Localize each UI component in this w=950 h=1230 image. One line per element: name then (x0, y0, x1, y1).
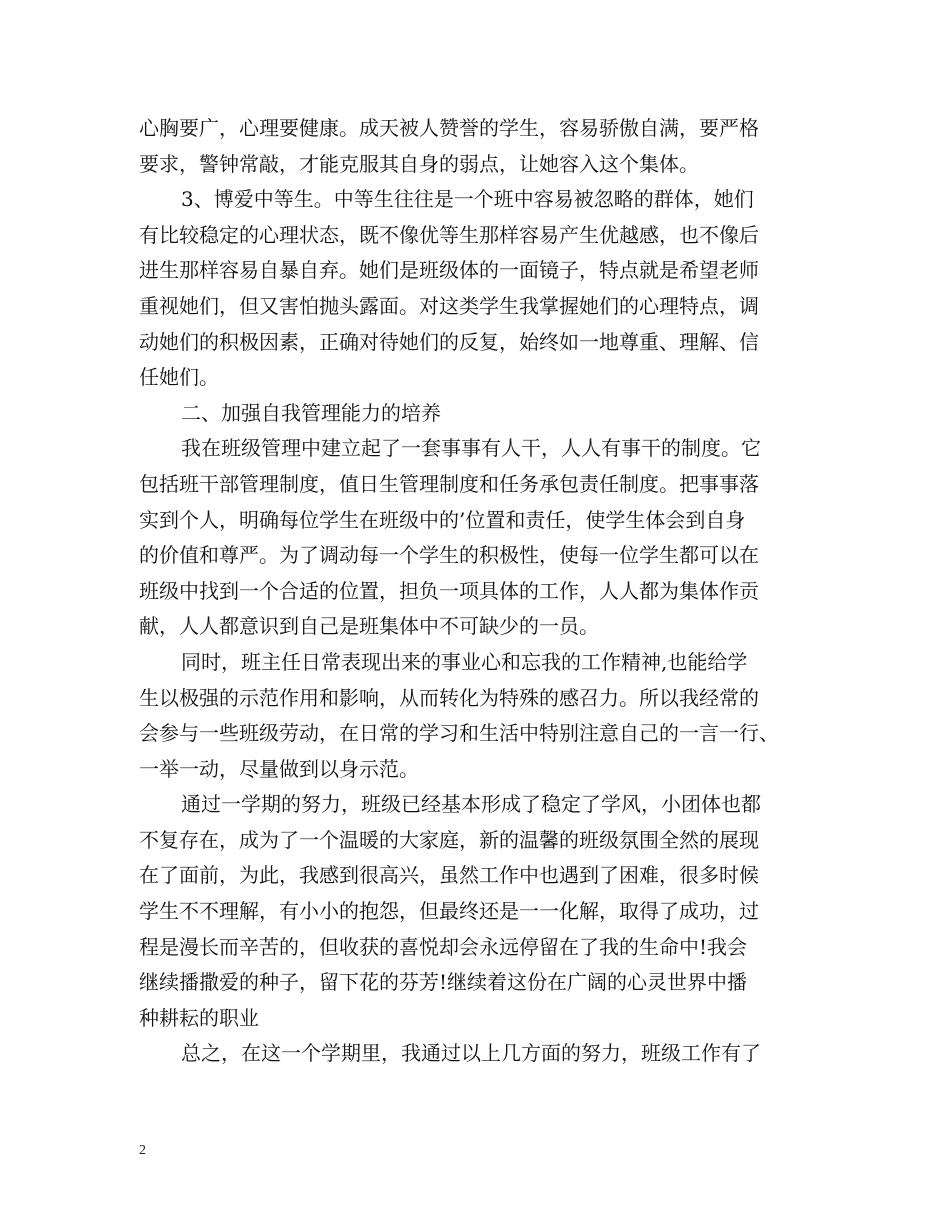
text-line: 进生那样容易自暴自弃。她们是班级体的一面镜子，特点就是希望老师 (139, 258, 759, 283)
text-line: 同时，班主任日常表现出来的事业心和忘我的工作精神,也能给学 (181, 649, 748, 674)
text-line: 种耕耘的职业 (139, 1005, 259, 1030)
text-line: 动她们的积极因素，正确对待她们的反复，始终如一地尊重、理解、信 (139, 329, 759, 354)
text-line: 不复存在，成为了一个温暖的大家庭，新的温馨的班级氛围全然的展现 (139, 827, 759, 852)
text-line: 心胸要广，心理要健康。成天被人赞誉的学生，容易骄傲自满，要严格 (139, 116, 759, 140)
text-line: 重视她们，但又害怕抛头露面。对这类学生我掌握她们的心理特点，调 (139, 293, 759, 318)
text-line: 生以极强的示范作用和影响，从而转化为特殊的感召力。所以我经常的 (139, 685, 759, 710)
text-line: 任她们。 (139, 365, 219, 390)
text-line: 学生不不理解，有小小的抱怨，但最终还是一一化解，取得了成功，过 (139, 899, 759, 924)
text-line: 会参与一些班级劳动，在日常的学习和生活中特别注意自己的一言一行、 (139, 721, 779, 746)
text-line: 一举一动，尽量做到以身示范。 (139, 756, 419, 781)
text-line: 继续播撒爱的种子，留下花的芬芳!继续着这份在广阔的心灵世界中播 (139, 970, 748, 995)
text-line: 我在班级管理中建立起了一套事事有人干，人人有事干的制度。它 (181, 436, 761, 461)
text-line: 总之，在这一个学期里，我通过以上几方面的努力，班级工作有了 (181, 1041, 761, 1066)
document-body (139, 111, 829, 1072)
text-line: 程是漫长而辛苦的，但收获的喜悦却会永远停留在了我的生命中!我会 (139, 934, 748, 959)
text-line: 献，人人都意识到自己是班集体中不可缺少的一员。 (139, 614, 599, 639)
text-line: 有比较稳定的心理状态，既不像优等生那样容易产生优越感，也不像后 (139, 222, 759, 247)
text-line: 实到个人，明确每位学生在班级中的’位置和责任，使学生体会到自身 (139, 507, 746, 532)
text-line: 包括班干部管理制度，值日生管理制度和任务承包责任制度。把事事落 (139, 471, 759, 496)
text-line: 的价值和尊严。为了调动每一个学生的积极性，使每一位学生都可以在 (139, 543, 759, 568)
text-line: 要求，警钟常敲，才能克服其自身的弱点，让她容入这个集体。 (139, 151, 699, 176)
text-line: 班级中找到一个合适的位置，担负一项具体的工作，人人都为集体作贡 (139, 578, 759, 603)
text-line: 3、博爱中等生。中等生往往是一个班中容易被忽略的群体，她们 (181, 187, 754, 212)
text-line: 在了面前，为此，我感到很高兴，虽然工作中也遇到了困难，很多时候 (139, 863, 759, 888)
text-line: 二、加强自我管理能力的培养 (181, 400, 441, 425)
text-line: 通过一学期的努力，班级已经基本形成了稳定了学风，小团体也都 (181, 792, 761, 817)
page-number: 2 (139, 1143, 146, 1158)
